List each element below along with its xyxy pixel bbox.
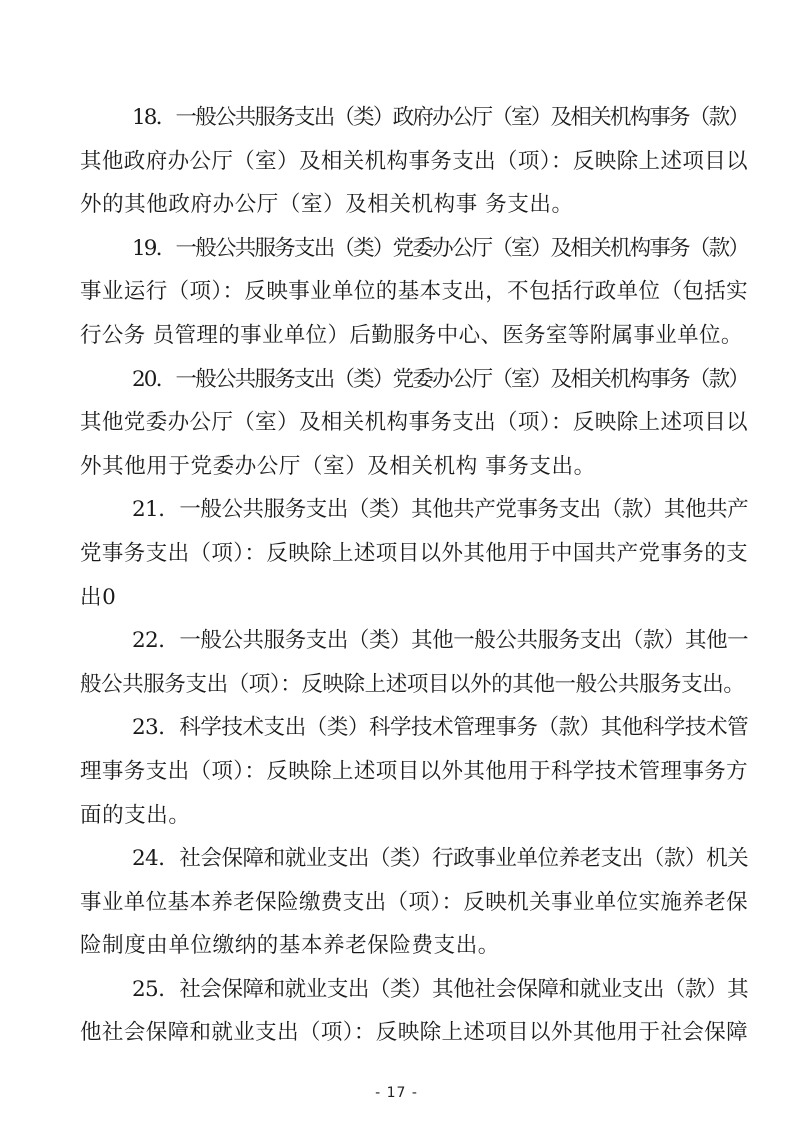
text-line: 21．一般公共服务支出（类）其他共产党事务支出（款）其他共产 [132,497,748,523]
paragraph-18 [80,96,748,227]
text-line: 外其他用于党委办公厅（室）及相关机构 事务支出。 [80,453,596,479]
text-line: 其他党委办公厅（室）及相关机构事务支出（项）：反映除上述项目以 [80,410,748,436]
text-line: 其他政府办公厅（室）及相关机构事务支出（项）：反映除上述项目以 [80,148,748,174]
text-line: 19．一般公共服务支出（类）党委办公厅（室）及相关机构事务（款） [132,235,748,261]
text-line: 党事务支出（项）：反映除上述项目以外其他用于中国共产党事务的支 [80,540,748,566]
text-line: 险制度由单位缴纳的基本养老保险费支出。 [80,933,500,959]
paragraph-24 [80,837,748,968]
text-line: 23．科学技术支出（类）科学技术管理事务（款）其他科学技术管 [132,715,748,741]
text-line: 事业单位基本养老保险缴费支出（项）：反映机关事业单位实施养老保 [80,889,748,915]
text-line: 22．一般公共服务支出（类）其他一般公共服务支出（款）其他一 [132,628,748,654]
paragraph-19 [80,227,748,358]
paragraph-25 [80,968,748,1055]
text-line: 事业运行（项）：反映事业单位的基本支出，不包括行政单位（包括实 [80,279,748,305]
text-line: 20．一般公共服务支出（类）党委办公厅（室）及相关机构事务（款） [132,366,748,392]
text-line: 般公共服务支出（项）：反映除上述项目以外的其他一般公共服务支出。 [80,671,745,697]
page-number: - 17 - [375,1085,418,1101]
body-text [80,96,748,1055]
text-line: 25．社会保障和就业支出（类）其他社会保障和就业支出（款）其 [132,976,748,1002]
text-line: 出0 [80,584,117,610]
text-line: 行公务 员管理的事业单位）后勤服务中心、医务室等附属事业单位。 [80,322,743,348]
paragraph-23 [80,706,748,837]
text-line: 他社会保障和就业支出（项）：反映除上述项目以外其他用于社会保障 [80,1020,748,1046]
text-line: 24．社会保障和就业支出（类）行政事业单位养老支出（款）机关 [132,846,748,872]
text-line: 面的支出。 [80,802,191,828]
paragraph-21 [80,488,748,619]
text-line: 外的其他政府办公厅（室）及相关机构事 务支出。 [80,192,574,218]
text-line: 理事务支出（项）：反映除上述项目以外其他用于科学技术管理事务方 [80,758,748,784]
paragraph-22 [80,619,748,706]
paragraph-20 [80,358,748,489]
text-line: 18．一般公共服务支出（类）政府办公厅（室）及相关机构事务（款） [132,105,748,130]
